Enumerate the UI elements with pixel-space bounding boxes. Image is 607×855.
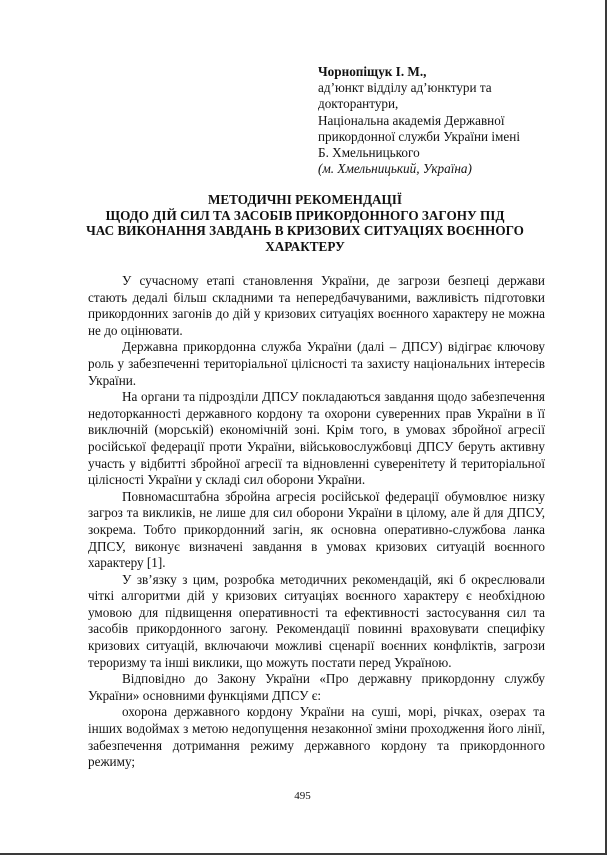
author-block [318,64,545,177]
author-affiliation-line: прикордонної служби України імені [318,128,520,144]
author-affiliation-line: Національна академія Державної [318,112,505,128]
body-paragraph: Повномасштабна збройна агресія російської федерації обумовлює низку загроз та викликів, не лише для сил оборони України в цілому, але й для ДПСУ, зокрема. Тобто прикордонний загін, як основна оперативно-службова ланка ДПСУ, виконує визначені завдання в умовах кризових ситуацій воєнного характеру [1]. [88,488,545,571]
body-paragraph: На органи та підрозділи ДПСУ покладаються завдання щодо забезпечення недоторканності державного кордону та охорони суверенних прав України в її виключній (морській) економічній зоні. Крім того, в умовах збройної агресії російської федерації проти України, військовослужбовці ДПСУ беруть активну участь у відбитті збройної агресії та відновленні суверенітету й територіальної цілісності України у складі сил оборони України. [88,389,545,488]
author-position-line: докторантури, [318,96,399,112]
body-paragraph: Відповідно до Закону України «Про державну прикордонну службу України» основними функціями ДПСУ є: [88,671,545,703]
body-paragraph: У сучасному етапі становлення України, де загрози безпеці держави стають дедалі більш складними та непередбачуваними, важливість підготовки прикордонних загонів до дій у кризових ситуаціях воєнного характеру не можна не до оцінювати. [88,273,545,338]
author-position-line: ад’юнкт відділу ад’юнктури та [318,80,492,96]
author-name: Чорнопіщук І. М., [318,64,427,79]
body-paragraph: Державна прикордонна служба України (далі – ДПСУ) відіграє ключову роль у забезпеченні територіальної цілісності та захисту національних інтересів України. [88,339,545,388]
title-line: МЕТОДИЧНІ РЕКОМЕНДАЦІЇ [207,192,403,207]
title-line: ХАРАКТЕРУ [265,238,345,254]
page-number: 495 [294,790,311,802]
article-body [88,273,545,771]
body-paragraph: У зв’язку з цим, розробка методичних рекомендацій, які б окреслювали чіткі алгоритми дій у кризових ситуаціях воєнного характеру є необхідною умовою для підвищення оперативності та ефективності застосування сил та засобів прикордонного загону. Рекомендації повинні враховувати специфіку кризових ситуацій, включаючи можливі сценарії воєнних конфліктів, загрози тероризму та інші виклики, що можуть постати перед Україною. [88,571,545,670]
author-location: (м. Хмельницький, Україна) [318,161,472,177]
author-affiliation-line: Б. Хмельницького [318,145,420,161]
body-paragraph: охорона державного кордону України на суші, морі, річках, озерах та інших водоймах з метою недопущення незаконної зміни проходження його лінії, забезпечення дотримання режиму державного кордону та прикордонного режиму; [88,704,545,770]
title-line: ЩОДО ДІЙ СИЛ ТА ЗАСОБІВ ПРИКОРДОННОГО ЗАГОНУ ПІД [105,207,505,223]
title-line: ЧАС ВИКОНАННЯ ЗАВДАНЬ В КРИЗОВИХ СИТУАЦІЯХ ВОЄННОГО [86,223,524,239]
article-title [60,192,550,254]
